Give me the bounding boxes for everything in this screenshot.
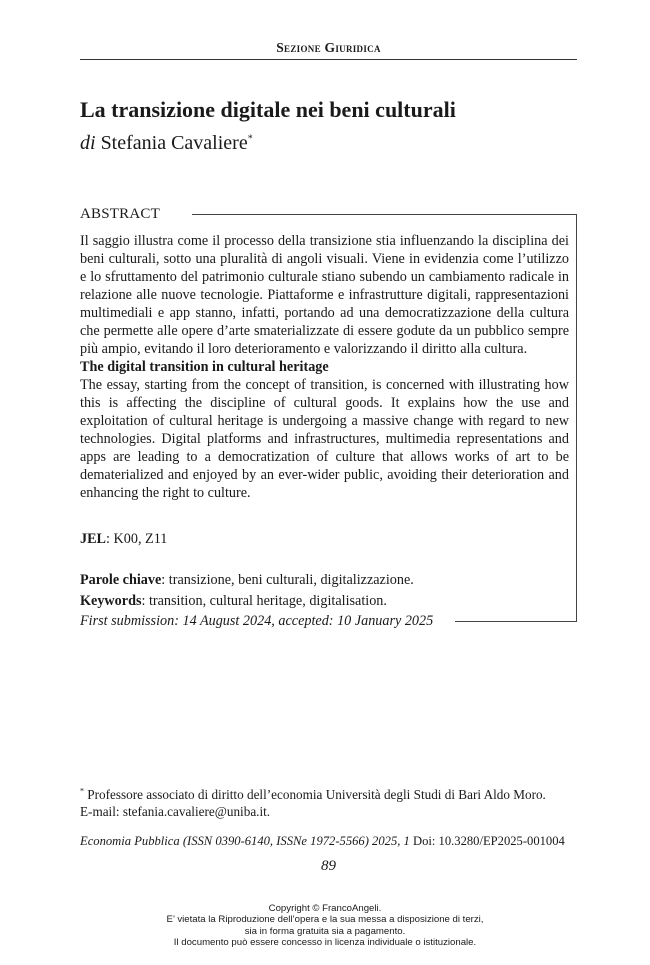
jel-values: : K00, Z11 bbox=[106, 531, 168, 547]
abstract-english-text: The essay, starting from the concept of transition, is concerned with illustrating how this is affecting the discipline of cultural goods. It explains how the use and exploitation of cultural heritage is undergoing a massive change with regard to new technologies. Digital platforms and infrastructures, multimedia representations and apps are leading to a democratization of culture that allows works of art to be dematerialized and enjoyed by an ever-wider public, avoiding their deterioration and enhancing the right to culture. bbox=[80, 377, 569, 501]
copyright-line: E’ vietata la Riproduzione dell’opera e la sua messa a disposizione di terzi, bbox=[166, 914, 484, 926]
author-prefix: di bbox=[80, 132, 96, 154]
footnote-email: E-mail: stefania.cavaliere@uniba.it. bbox=[80, 804, 271, 819]
journal-citation bbox=[80, 833, 577, 849]
copyright-line: Il documento può essere concesso in licenza individuale o istituzionale. bbox=[173, 937, 477, 949]
journal-reference: Economia Pubblica (ISSN 0390-6140, ISSNe 1972-5566) 2025, 1 bbox=[80, 834, 410, 848]
abstract-english-title: The digital transition in cultural heritage bbox=[80, 359, 329, 375]
keywords-english-values: : transition, cultural heritage, digitalisation. bbox=[141, 593, 387, 609]
abstract-frame-top bbox=[192, 214, 577, 215]
abstract-body bbox=[80, 232, 569, 502]
author-byline bbox=[80, 130, 253, 156]
abstract-label: ABSTRACT bbox=[80, 206, 160, 222]
abstract-frame-bottom bbox=[455, 621, 577, 622]
keywords-italian bbox=[80, 571, 414, 589]
author-name: Stefania Cavaliere bbox=[100, 132, 248, 154]
page-number: 89 bbox=[321, 858, 336, 874]
section-header: Sezione Giuridica bbox=[276, 40, 381, 55]
author-note-mark: * bbox=[247, 133, 253, 145]
copyright-notice bbox=[100, 903, 550, 949]
article-title: La transizione digitale nei beni culturali bbox=[80, 97, 456, 122]
footnote-affiliation: Professore associato di diritto dell’economia Università degli Studi di Bari Aldo Moro. bbox=[84, 787, 546, 802]
keywords-english bbox=[80, 592, 387, 610]
submission-dates: First submission: 14 August 2024, accepted: 10 January 2025 bbox=[80, 613, 434, 629]
keywords-italian-values: : transizione, beni culturali, digitalizzazione. bbox=[161, 572, 414, 588]
keywords-italian-label: Parole chiave bbox=[80, 572, 162, 588]
header-rule bbox=[80, 59, 577, 60]
copyright-line: Copyright © FrancoAngeli. bbox=[268, 903, 382, 914]
doi: Doi: 10.3280/EP2025-001004 bbox=[409, 834, 565, 848]
jel-label: JEL bbox=[80, 531, 107, 547]
abstract-italian-text: Il saggio illustra come il processo della transizione stia influenzando la disciplina dei beni culturali, sotto una pluralità di angoli visuali. Viene in evidenzia come l’utilizzo e lo sfruttamento del patrimonio culturale stiano subendo un cambiamento radicale in relazione alle nuove tecnologie. Piattaforme e infrastrutture digitali, rappresentazioni multimediali e app stanno, infatti, portando ad una democratizzazione della cultura che permette alle opere d’arte smaterializzate di essere godute da un pubblico sempre più ampio, evitando il loro deterioramento e valorizzando il diritto alla cultura. bbox=[80, 233, 569, 357]
author-footnote bbox=[80, 786, 577, 820]
jel-codes bbox=[80, 530, 167, 548]
keywords-english-label: Keywords bbox=[80, 593, 142, 609]
copyright-line: sia in forma gratuita sia a pagamento. bbox=[244, 925, 406, 937]
abstract-frame-right bbox=[576, 214, 577, 622]
footnote-mark: * bbox=[80, 786, 84, 796]
